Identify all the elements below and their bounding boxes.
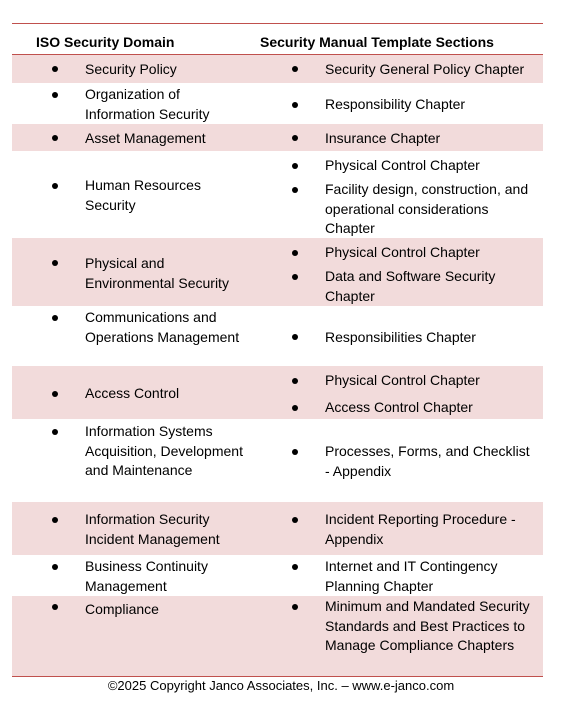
- bullet-icon: [292, 250, 298, 256]
- bullet-icon: [292, 604, 298, 610]
- section-cell: Processes, Forms, and Checklist - Appendix: [325, 443, 530, 479]
- bullet-icon: [292, 378, 298, 384]
- section-cell: Responsibilities Chapter: [325, 329, 476, 345]
- bullet-icon: [52, 183, 58, 189]
- bullet-icon: [292, 449, 298, 455]
- domain-cell: Physical and Environmental Security: [85, 255, 229, 291]
- bullet-icon: [52, 564, 58, 570]
- bullet-icon: [52, 391, 58, 397]
- bullet-icon: [52, 92, 58, 98]
- bullet-icon: [292, 135, 298, 141]
- bullet-icon: [292, 274, 298, 280]
- header-iso-domain: ISO Security Domain: [36, 34, 175, 50]
- table-row: [12, 419, 543, 502]
- table-row: [12, 366, 543, 419]
- bottom-rule: [12, 676, 543, 677]
- section-cell: Facility design, construction, and operational considerations Chapter: [325, 181, 529, 237]
- domain-cell: Access Control: [85, 385, 180, 401]
- table-row: [12, 555, 543, 596]
- section-cell: Data and Software Security Chapter: [325, 268, 496, 304]
- table-row: [12, 306, 543, 366]
- table-row: [12, 238, 543, 306]
- section-cell: Physical Control Chapter: [325, 157, 480, 173]
- section-cell: Insurance Chapter: [325, 130, 441, 146]
- bullet-icon: [292, 564, 298, 570]
- table-row: [12, 596, 543, 676]
- domain-cell: Asset Management: [85, 130, 206, 146]
- section-cell: Incident Reporting Procedure - Appendix: [325, 511, 516, 547]
- bullet-icon: [292, 163, 298, 169]
- domain-cell: Communications and Operations Management: [85, 309, 240, 345]
- bullet-icon: [292, 405, 298, 411]
- bullet-icon: [52, 135, 58, 141]
- copyright-footer: ©2025 Copyright Janco Associates, Inc. – www.e-janco.com: [107, 678, 455, 693]
- table-row: [12, 83, 543, 124]
- bullet-icon: [52, 604, 58, 610]
- section-cell: Physical Control Chapter: [325, 372, 480, 388]
- bullet-icon: [52, 429, 58, 435]
- bullet-icon: [52, 66, 58, 72]
- section-cell: Internet and IT Contingency Planning Chapter: [325, 558, 498, 594]
- domain-cell: Human Resources Security: [85, 177, 201, 213]
- bullet-icon: [292, 334, 298, 340]
- table-row: [12, 124, 543, 151]
- table-row: [12, 151, 543, 238]
- domain-cell: Security Policy: [85, 61, 177, 77]
- section-cell: Responsibility Chapter: [325, 96, 466, 112]
- section-cell: Minimum and Mandated Security Standards and Best Practices to Manage Compliance Chapters: [325, 598, 530, 654]
- domain-cell: Compliance: [85, 601, 159, 617]
- bullet-icon: [292, 102, 298, 108]
- domain-cell: Organization of Information Security: [85, 86, 210, 122]
- section-cell: Security General Policy Chapter: [325, 61, 525, 77]
- bullet-icon: [292, 66, 298, 72]
- section-cell: Access Control Chapter: [325, 399, 473, 415]
- section-cell: Physical Control Chapter: [325, 244, 480, 260]
- table-row: [12, 502, 543, 555]
- bullet-icon: [52, 517, 58, 523]
- header-manual-sections: Security Manual Template Sections: [260, 34, 494, 50]
- table-row: [12, 55, 543, 83]
- bullet-icon: [52, 315, 58, 321]
- top-rule: [12, 23, 543, 24]
- domain-cell: Information Systems Acquisition, Development and Maintenance: [85, 423, 243, 479]
- domain-cell: Business Continuity Management: [85, 558, 208, 594]
- bullet-icon: [292, 517, 298, 523]
- domain-cell: Information Security Incident Management: [85, 511, 220, 547]
- bullet-icon: [292, 187, 298, 193]
- bullet-icon: [52, 260, 58, 266]
